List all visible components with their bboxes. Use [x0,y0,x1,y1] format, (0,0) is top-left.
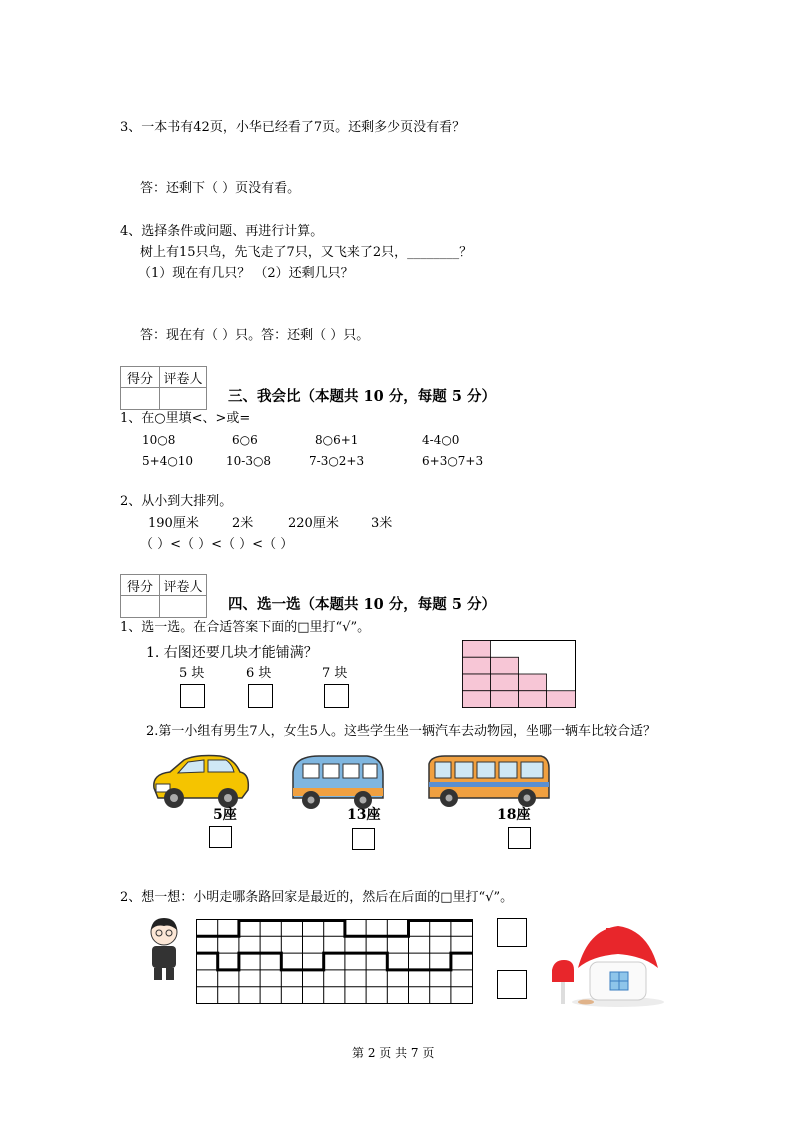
checkbox-route-top[interactable] [497,918,527,947]
compare-item: 8○6+1 [315,433,359,447]
q3-text: 3、一本书有42页，小华已经看了7页。还剩多少页没有看？ [120,120,466,135]
grader-label: 评卷人 [160,575,207,596]
compare-item: 5+4○10 [142,454,194,468]
order-blanks: （ ）<（ ）<（ ）<（ ） [140,537,294,552]
car-seats: 5座 [213,807,237,823]
q4-options: （1）现在有几只？ （2）还剩几只？ [138,266,354,281]
score-table [120,574,207,618]
compare-item: 4-4○0 [422,433,460,447]
boy-image [144,916,184,982]
house-image [548,922,666,1008]
sub1-question: 1. 右图还要几块才能铺满？ [146,645,318,661]
grader-label: 评卷人 [160,367,207,388]
length-item: 3米 [371,516,393,531]
option-6: 6 块 [246,666,272,681]
compare-item: 6○6 [232,433,258,447]
car-image [148,752,252,810]
length-item: 190厘米 [148,516,199,531]
q4-title: 4、选择条件或问题、再进行计算。 [120,224,324,239]
compare-item: 10○8 [142,433,176,447]
score-label: 得分 [121,575,160,596]
tile-figure [462,640,577,708]
checkbox-bus[interactable] [508,827,531,849]
q4-stem: 树上有15只鸟，先飞走了7只，又飞来了2只，________？ [140,245,473,260]
score-table [120,366,207,410]
bus-image [425,754,553,810]
compare-item: 6+3○7+3 [422,454,484,468]
length-item: 220厘米 [288,516,339,531]
q4-answer: 答：现在有（ ）只。答：还剩（ ）只。 [140,328,370,343]
checkbox-car[interactable] [209,826,232,848]
score-cell[interactable] [121,388,160,410]
score-label: 得分 [121,367,160,388]
page-footer: 第 2 页 共 7 页 [352,1046,435,1060]
minibus-seats: 13座 [347,807,381,823]
grader-cell[interactable] [160,596,207,618]
section3-title: 三、我会比（本题共 10 分，每题 5 分） [228,388,496,405]
s3-q2-label: 2、从小到大排列。 [120,494,233,509]
compare-item: 10-3○8 [226,454,272,468]
score-cell[interactable] [121,596,160,618]
checkbox-7[interactable] [324,684,349,708]
s3-q1-label: 1、在○里填<、>或= [120,411,251,426]
checkbox-5[interactable] [180,684,205,708]
minibus-image [289,752,387,812]
checkbox-minibus[interactable] [352,828,375,850]
s4-q2-label: 2、想一想：小明走哪条路回家是最近的，然后在后面的□里打“√”。 [120,890,514,905]
route-grid [196,919,474,1005]
checkbox-route-bottom[interactable] [497,970,527,999]
option-7: 7 块 [322,666,348,681]
bus-seats: 18座 [497,807,531,823]
s4-q1-label: 1、选一选。在合适答案下面的□里打“√”。 [120,620,371,635]
sub2-question: 2.第一小组有男生7人，女生5人。这些学生坐一辆汽车去动物园，坐哪一辆车比较合适？ [146,724,656,739]
option-5: 5 块 [179,666,205,681]
compare-item: 7-3○2+3 [309,454,365,468]
length-item: 2米 [232,516,254,531]
checkbox-6[interactable] [248,684,273,708]
section4-title: 四、选一选（本题共 10 分，每题 5 分） [228,596,496,613]
q3-answer: 答：还剩下（ ）页没有看。 [140,181,301,196]
grader-cell[interactable] [160,388,207,410]
